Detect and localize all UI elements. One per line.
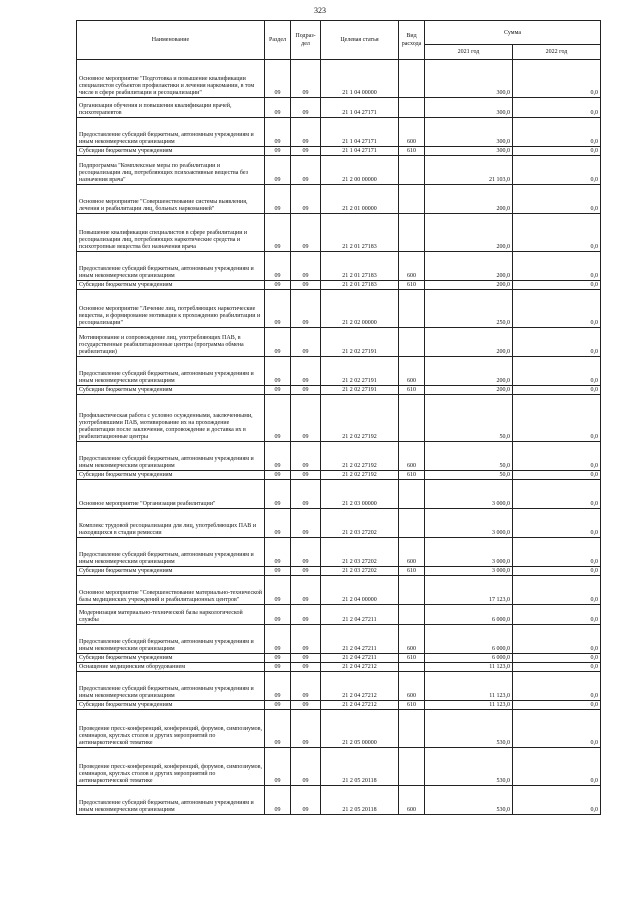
cell-kind [399, 663, 425, 672]
cell-sec: 09 [265, 395, 291, 442]
cell-y2021: 200,0 [425, 214, 513, 252]
cell-sec: 09 [265, 98, 291, 118]
table-row [77, 281, 601, 290]
cell-y2022: 0,0 [513, 185, 601, 214]
cell-y2022: 0,0 [513, 567, 601, 576]
table-row [77, 672, 601, 701]
cell-y2022: 0,0 [513, 395, 601, 442]
cell-y2022: 0,0 [513, 748, 601, 786]
cell-target: 21 2 04 27212 [321, 672, 399, 701]
cell-sub: 09 [291, 471, 321, 480]
cell-sec: 09 [265, 147, 291, 156]
cell-name: Предоставление субсидий бюджетным, автономным учреждениям и иным некоммерческим организациям [77, 442, 265, 471]
cell-sec: 09 [265, 214, 291, 252]
table-row [77, 710, 601, 748]
cell-name: Субсидии бюджетным учреждениям [77, 567, 265, 576]
cell-sub: 09 [291, 701, 321, 710]
table-row [77, 748, 601, 786]
cell-target: 21 2 05 20118 [321, 748, 399, 786]
cell-sec: 09 [265, 357, 291, 386]
cell-sec: 09 [265, 185, 291, 214]
cell-sec: 09 [265, 471, 291, 480]
cell-target: 21 2 05 20118 [321, 786, 399, 815]
cell-y2021: 300,0 [425, 147, 513, 156]
cell-kind: 600 [399, 538, 425, 567]
cell-name: Проведение пресс-конференций, конференций, форумов, симпозиумов, семинаров, круглых столов и других мероприятий по антинаркотической тематике [77, 710, 265, 748]
table-row [77, 98, 601, 118]
cell-target: 21 2 02 27192 [321, 471, 399, 480]
budget-table [76, 20, 601, 815]
cell-kind [399, 748, 425, 786]
cell-sub: 09 [291, 281, 321, 290]
cell-kind: 610 [399, 386, 425, 395]
cell-target: 21 2 03 00000 [321, 480, 399, 509]
cell-y2022: 0,0 [513, 281, 601, 290]
table-row [77, 576, 601, 605]
cell-sec: 09 [265, 290, 291, 328]
table-row [77, 395, 601, 442]
cell-y2021: 530,0 [425, 748, 513, 786]
table-row [77, 786, 601, 815]
table-row [77, 625, 601, 654]
cell-y2022: 0,0 [513, 147, 601, 156]
cell-name: Основное мероприятие "Лечение лиц, потребляющих наркотические вещества, и формирование мотивации к прохождению реабилитации и ресоциализации" [77, 290, 265, 328]
cell-y2021: 6 000,0 [425, 654, 513, 663]
cell-sub: 09 [291, 185, 321, 214]
table-row [77, 156, 601, 185]
cell-y2021: 530,0 [425, 786, 513, 815]
cell-y2021: 300,0 [425, 118, 513, 147]
cell-y2022: 0,0 [513, 672, 601, 701]
table-row [77, 357, 601, 386]
cell-target: 21 2 02 27192 [321, 442, 399, 471]
cell-kind [399, 98, 425, 118]
cell-y2021: 200,0 [425, 328, 513, 357]
cell-kind [399, 710, 425, 748]
cell-sec: 09 [265, 786, 291, 815]
cell-sub: 09 [291, 328, 321, 357]
cell-target: 21 2 05 00000 [321, 710, 399, 748]
table-row [77, 538, 601, 567]
cell-sec: 09 [265, 576, 291, 605]
cell-sub: 09 [291, 156, 321, 185]
header-name: Наименование [77, 21, 265, 60]
cell-y2021: 200,0 [425, 386, 513, 395]
cell-y2022: 0,0 [513, 663, 601, 672]
cell-sub: 09 [291, 214, 321, 252]
cell-y2021: 11 123,0 [425, 701, 513, 710]
cell-sec: 09 [265, 538, 291, 567]
cell-y2022: 0,0 [513, 701, 601, 710]
table-row [77, 605, 601, 625]
cell-y2021: 3 000,0 [425, 480, 513, 509]
cell-y2021: 11 123,0 [425, 672, 513, 701]
cell-y2022: 0,0 [513, 252, 601, 281]
cell-name: Комплекс трудовой ресоциализации для лиц, употребляющих ПАВ и находящихся в стадии ремиссии [77, 509, 265, 538]
cell-y2022: 0,0 [513, 118, 601, 147]
cell-sub: 09 [291, 357, 321, 386]
cell-name: Предоставление субсидий бюджетным, автономным учреждениям и иным некоммерческим организациям [77, 357, 265, 386]
cell-sec: 09 [265, 663, 291, 672]
cell-sub: 09 [291, 672, 321, 701]
cell-y2021: 21 103,0 [425, 156, 513, 185]
cell-kind [399, 605, 425, 625]
cell-sub: 09 [291, 576, 321, 605]
cell-y2022: 0,0 [513, 710, 601, 748]
cell-name: Подпрограмма "Комплексные меры по реабилитации и ресоциализации лиц, потребляющих психоактивные вещества без назначения врача" [77, 156, 265, 185]
cell-name: Предоставление субсидий бюджетным, автономным учреждениям и иным некоммерческим организациям [77, 625, 265, 654]
header-2021: 2021 год [425, 45, 513, 60]
table-row [77, 328, 601, 357]
cell-y2021: 3 000,0 [425, 509, 513, 538]
cell-kind: 610 [399, 567, 425, 576]
cell-sec: 09 [265, 118, 291, 147]
cell-target: 21 2 01 27183 [321, 252, 399, 281]
cell-name: Профилактическая работа с условно осужденными, заключенными, употреблявшими ПАВ, мотивирование их на прохождение реабилитации после заключения, сопровождение и доставка их в реабилитационные центры [77, 395, 265, 442]
cell-sub: 09 [291, 386, 321, 395]
cell-kind [399, 509, 425, 538]
cell-sec: 09 [265, 442, 291, 471]
table-row [77, 567, 601, 576]
cell-sec: 09 [265, 509, 291, 538]
cell-target: 21 1 04 27171 [321, 147, 399, 156]
cell-sec: 09 [265, 701, 291, 710]
cell-name: Предоставление субсидий бюджетным, автономным учреждениям и иным некоммерческим организациям [77, 786, 265, 815]
cell-sec: 09 [265, 710, 291, 748]
cell-kind: 610 [399, 147, 425, 156]
cell-kind: 610 [399, 471, 425, 480]
cell-sub: 09 [291, 395, 321, 442]
cell-y2022: 0,0 [513, 290, 601, 328]
cell-y2022: 0,0 [513, 60, 601, 98]
cell-kind: 600 [399, 786, 425, 815]
cell-kind [399, 328, 425, 357]
cell-y2021: 200,0 [425, 281, 513, 290]
cell-name: Основное мероприятие "Совершенствование материально-технической базы медицинских учреждений и реабилитационных центров" [77, 576, 265, 605]
cell-sub: 09 [291, 567, 321, 576]
cell-sub: 09 [291, 147, 321, 156]
cell-y2021: 250,0 [425, 290, 513, 328]
cell-kind [399, 290, 425, 328]
cell-y2021: 200,0 [425, 357, 513, 386]
table-row [77, 290, 601, 328]
table-row [77, 663, 601, 672]
cell-name: Основное мероприятие "Организация реабилитации" [77, 480, 265, 509]
cell-y2021: 50,0 [425, 395, 513, 442]
cell-y2022: 0,0 [513, 98, 601, 118]
cell-y2022: 0,0 [513, 328, 601, 357]
cell-kind: 610 [399, 654, 425, 663]
cell-sub: 09 [291, 509, 321, 538]
cell-kind: 600 [399, 625, 425, 654]
cell-y2021: 300,0 [425, 98, 513, 118]
cell-target: 21 2 02 27191 [321, 386, 399, 395]
cell-sec: 09 [265, 672, 291, 701]
cell-sec: 09 [265, 654, 291, 663]
cell-target: 21 2 02 00000 [321, 290, 399, 328]
cell-target: 21 2 04 27212 [321, 701, 399, 710]
cell-name: Основное мероприятие "Подготовка и повышение квалификации специалистов субъектов профилактики и лечения наркомании, в том числе в сфере реабилитации и ресоциализации" [77, 60, 265, 98]
cell-name: Субсидии бюджетным учреждениям [77, 471, 265, 480]
cell-target: 21 2 02 27191 [321, 357, 399, 386]
header-section: Раздел [265, 21, 291, 60]
cell-sec: 09 [265, 605, 291, 625]
table-row [77, 60, 601, 98]
cell-sec: 09 [265, 60, 291, 98]
cell-target: 21 2 02 27192 [321, 395, 399, 442]
cell-sub: 09 [291, 480, 321, 509]
cell-sub: 09 [291, 538, 321, 567]
cell-name: Мотивирование и сопровождение лиц, употребляющих ПАВ, в государственные реабилитационные центры (программа обмена реабилитации) [77, 328, 265, 357]
cell-target: 21 2 03 27202 [321, 509, 399, 538]
cell-y2021: 3 000,0 [425, 538, 513, 567]
cell-target: 21 2 04 27211 [321, 605, 399, 625]
cell-target: 21 2 03 27202 [321, 567, 399, 576]
table-row [77, 147, 601, 156]
cell-sub: 09 [291, 98, 321, 118]
cell-kind [399, 156, 425, 185]
header-subsection: Подраз- дел [291, 21, 321, 60]
cell-sec: 09 [265, 386, 291, 395]
cell-target: 21 1 04 27171 [321, 98, 399, 118]
cell-target: 21 2 04 27211 [321, 625, 399, 654]
cell-name: Субсидии бюджетным учреждениям [77, 281, 265, 290]
cell-kind [399, 60, 425, 98]
cell-y2022: 0,0 [513, 471, 601, 480]
cell-y2022: 0,0 [513, 480, 601, 509]
cell-sec: 09 [265, 748, 291, 786]
cell-name: Субсидии бюджетным учреждениям [77, 654, 265, 663]
table-row [77, 185, 601, 214]
cell-y2021: 200,0 [425, 252, 513, 281]
cell-kind: 600 [399, 442, 425, 471]
cell-sub: 09 [291, 710, 321, 748]
cell-sub: 09 [291, 290, 321, 328]
cell-name: Повышение квалификации специалистов в сфере реабилитации и ресоциализации лиц, потребляющих наркотические средства и психотропные вещества без назначения врача [77, 214, 265, 252]
table-row [77, 252, 601, 281]
table-row [77, 214, 601, 252]
cell-sec: 09 [265, 252, 291, 281]
cell-y2021: 300,0 [425, 60, 513, 98]
cell-y2021: 50,0 [425, 442, 513, 471]
cell-sub: 09 [291, 748, 321, 786]
cell-y2021: 6 000,0 [425, 625, 513, 654]
page-number: 323 [314, 6, 326, 15]
table-row [77, 509, 601, 538]
cell-y2021: 3 000,0 [425, 567, 513, 576]
cell-target: 21 2 01 27183 [321, 281, 399, 290]
cell-y2021: 50,0 [425, 471, 513, 480]
cell-target: 21 2 04 27212 [321, 663, 399, 672]
cell-target: 21 2 02 27191 [321, 328, 399, 357]
cell-y2021: 200,0 [425, 185, 513, 214]
cell-kind: 610 [399, 281, 425, 290]
cell-name: Организация обучения и повышения квалификации врачей, психотерапевтов [77, 98, 265, 118]
cell-y2022: 0,0 [513, 386, 601, 395]
cell-target: 21 2 04 00000 [321, 576, 399, 605]
cell-kind [399, 480, 425, 509]
cell-name: Оснащение медицинским оборудованием [77, 663, 265, 672]
cell-y2022: 0,0 [513, 786, 601, 815]
header-sum: Сумма [425, 21, 601, 45]
cell-kind: 610 [399, 701, 425, 710]
cell-y2021: 530,0 [425, 710, 513, 748]
cell-sub: 09 [291, 118, 321, 147]
cell-sub: 09 [291, 663, 321, 672]
table-row [77, 386, 601, 395]
cell-kind [399, 214, 425, 252]
cell-kind: 600 [399, 118, 425, 147]
cell-target: 21 2 01 00000 [321, 185, 399, 214]
cell-kind [399, 395, 425, 442]
cell-kind [399, 576, 425, 605]
cell-target: 21 2 01 27183 [321, 214, 399, 252]
cell-sub: 09 [291, 442, 321, 471]
cell-y2021: 11 123,0 [425, 663, 513, 672]
cell-sub: 09 [291, 625, 321, 654]
cell-y2022: 0,0 [513, 605, 601, 625]
cell-name: Основное мероприятие "Совершенствование системы выявления, лечения и реабилитации лиц, больных наркоманией" [77, 185, 265, 214]
cell-sub: 09 [291, 786, 321, 815]
cell-name: Проведение пресс-конференций, конференций, форумов, симпозиумов, семинаров, круглых столов и других мероприятий по антинаркотической тематике [77, 748, 265, 786]
table-row [77, 480, 601, 509]
table-row [77, 118, 601, 147]
cell-target: 21 2 03 27202 [321, 538, 399, 567]
cell-kind: 600 [399, 672, 425, 701]
cell-y2022: 0,0 [513, 214, 601, 252]
cell-target: 21 1 04 00000 [321, 60, 399, 98]
table-row [77, 701, 601, 710]
cell-name: Предоставление субсидий бюджетным, автономным учреждениям и иным некоммерческим организациям [77, 672, 265, 701]
cell-sub: 09 [291, 605, 321, 625]
cell-sec: 09 [265, 480, 291, 509]
cell-y2022: 0,0 [513, 576, 601, 605]
cell-name: Предоставление субсидий бюджетным, автономным учреждениям и иным некоммерческим организациям [77, 252, 265, 281]
cell-y2021: 17 123,0 [425, 576, 513, 605]
cell-y2022: 0,0 [513, 654, 601, 663]
cell-kind: 600 [399, 357, 425, 386]
cell-sec: 09 [265, 328, 291, 357]
cell-name: Субсидии бюджетным учреждениям [77, 701, 265, 710]
cell-sec: 09 [265, 281, 291, 290]
cell-name: Субсидии бюджетным учреждениям [77, 386, 265, 395]
cell-sub: 09 [291, 654, 321, 663]
cell-sub: 09 [291, 252, 321, 281]
table-row [77, 654, 601, 663]
cell-kind [399, 185, 425, 214]
header-target: Целевая статья [321, 21, 399, 60]
cell-y2022: 0,0 [513, 442, 601, 471]
cell-target: 21 2 00 00000 [321, 156, 399, 185]
cell-name: Модернизация материально-технической базы наркологической службы [77, 605, 265, 625]
cell-name: Предоставление субсидий бюджетным, автономным учреждениям и иным некоммерческим организациям [77, 118, 265, 147]
cell-sub: 09 [291, 60, 321, 98]
cell-sec: 09 [265, 567, 291, 576]
cell-y2022: 0,0 [513, 509, 601, 538]
cell-kind: 600 [399, 252, 425, 281]
header-kind: Вид расхода [399, 21, 425, 60]
cell-sec: 09 [265, 625, 291, 654]
cell-y2021: 6 000,0 [425, 605, 513, 625]
table-row [77, 471, 601, 480]
cell-target: 21 1 04 27171 [321, 118, 399, 147]
cell-name: Субсидии бюджетным учреждениям [77, 147, 265, 156]
cell-y2022: 0,0 [513, 357, 601, 386]
cell-sec: 09 [265, 156, 291, 185]
cell-y2022: 0,0 [513, 156, 601, 185]
table-row [77, 442, 601, 471]
cell-target: 21 2 04 27211 [321, 654, 399, 663]
header-2022: 2022 год [513, 45, 601, 60]
cell-y2022: 0,0 [513, 625, 601, 654]
cell-y2022: 0,0 [513, 538, 601, 567]
cell-name: Предоставление субсидий бюджетным, автономным учреждениям и иным некоммерческим организациям [77, 538, 265, 567]
